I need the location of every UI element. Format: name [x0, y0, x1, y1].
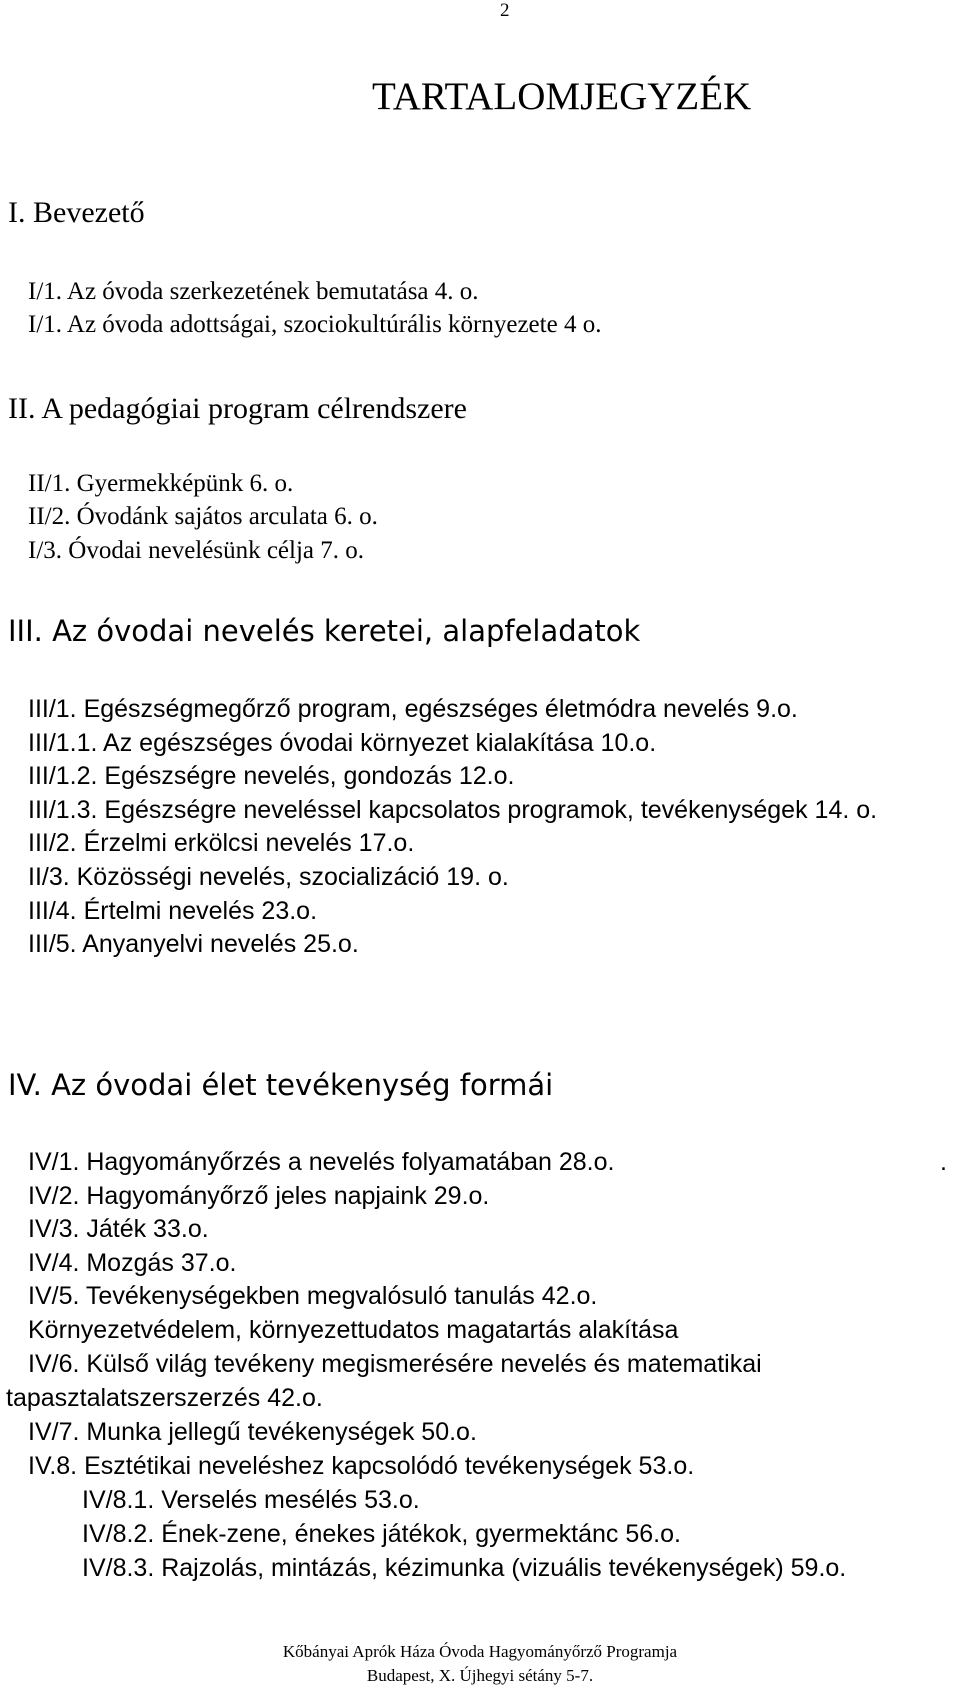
toc-entry: II/3. Közösségi nevelés, szocializáció 19. o. [28, 863, 509, 891]
toc-entry: IV/2. Hagyományőrző jeles napjaink 29.o. [28, 1182, 490, 1210]
toc-entry: II/1. Gyermekképünk 6. o. [28, 470, 294, 497]
toc-subentry: IV/8.1. Verselés mesélés 53.o. [82, 1486, 420, 1514]
footer-program-name: Kőbányai Aprók Háza Óvoda Hagyományőrző Programja [282, 1642, 678, 1661]
toc-entry: IV/4. Mozgás 37.o. [28, 1249, 237, 1277]
toc-entry: tapasztalatszerszerzés 42.o. [6, 1384, 323, 1412]
toc-entry: III/1.3. Egészségre neveléssel kapcsolatos programok, tevékenységek 14. o. [28, 796, 878, 824]
toc-entry: II/2. Óvodánk sajátos arculata 6. o. [28, 503, 378, 530]
document-title: TARTALOMJEGYZÉK [372, 75, 752, 118]
toc-entry: IV/5. Tevékenységekben megvalósuló tanulás 42.o. [28, 1282, 598, 1310]
section-heading-3: III. Az óvodai nevelés keretei, alapfeladatok [8, 614, 641, 648]
toc-entry: III/5. Anyanyelvi nevelés 25.o. [28, 930, 359, 958]
toc-stray-dot: . [940, 1148, 947, 1176]
toc-entry: IV/1. Hagyományőrzés a nevelés folyamatában 28.o. [28, 1148, 615, 1176]
toc-entry: IV.8. Esztétikai neveléshez kapcsolódó tevékenységek 53.o. [28, 1452, 695, 1480]
toc-entry: I/1. Az óvoda adottságai, szociokultúrális környezete 4 o. [28, 311, 602, 338]
toc-entry: III/1. Egészségmegőrző program, egészséges életmódra nevelés 9.o. [28, 695, 798, 723]
footer-address: Budapest, X. Újhegyi sétány 5-7. [366, 1666, 594, 1685]
toc-entry: III/1.1. Az egészséges óvodai környezet kialakítása 10.o. [28, 729, 657, 757]
page-number: 2 [500, 0, 510, 21]
toc-entry: IV/3. Játék 33.o. [28, 1215, 209, 1243]
page-footer [0, 1640, 960, 1688]
toc-entry: I/3. Óvodai nevelésünk célja 7. o. [28, 537, 365, 564]
section-heading-1: I. Bevezető [8, 196, 145, 229]
toc-entry: IV/7. Munka jellegű tevékenységek 50.o. [28, 1418, 477, 1446]
toc-entry: IV/6. Külső világ tevékeny megismerésére nevelés és matematikai [28, 1350, 762, 1378]
toc-entry: I/1. Az óvoda szerkezetének bemutatása 4. o. [28, 278, 479, 305]
toc-entry: III/1.2. Egészségre nevelés, gondozás 12.o. [28, 762, 515, 790]
section-heading-4: IV. Az óvodai élet tevékenység formái [8, 1068, 554, 1102]
toc-entry: III/4. Értelmi nevelés 23.o. [28, 897, 318, 925]
toc-entry: Környezetvédelem, környezettudatos magatartás alakítása [28, 1316, 679, 1344]
toc-entry: III/2. Érzelmi erkölcsi nevelés 17.o. [28, 829, 415, 857]
toc-subentry: IV/8.3. Rajzolás, mintázás, kézimunka (vizuális tevékenységek) 59.o. [82, 1554, 847, 1582]
toc-subentry: IV/8.2. Ének-zene, énekes játékok, gyermektánc 56.o. [82, 1520, 681, 1548]
section-heading-2: II. A pedagógiai program célrendszere [8, 392, 467, 425]
